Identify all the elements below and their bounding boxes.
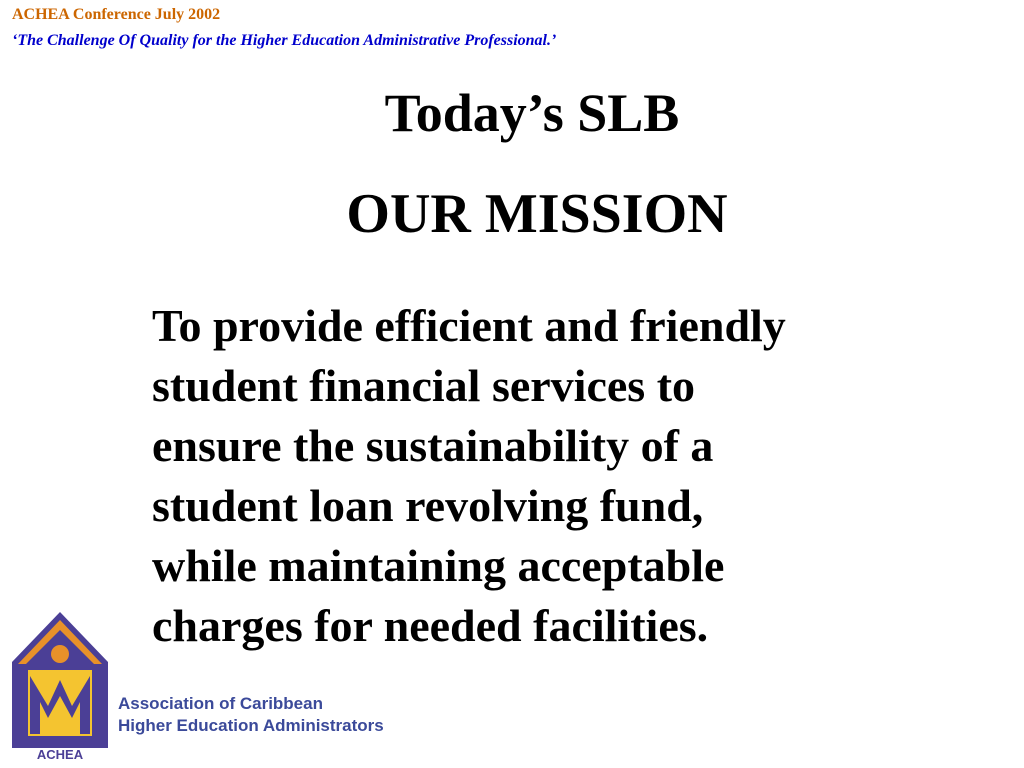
achea-logo <box>8 610 112 762</box>
organization-name <box>118 693 384 737</box>
mission-line: ensure the sustainability of a <box>152 420 714 471</box>
mission-line: while maintaining acceptable <box>152 540 725 591</box>
mission-line: student financial services to <box>152 360 696 411</box>
mission-line: student loan revolving fund, <box>152 480 704 531</box>
mission-statement <box>152 296 1002 656</box>
mission-line: To provide efficient and friendly <box>152 300 786 351</box>
logo-wordmark: ACHEA <box>36 747 84 762</box>
mission-line: charges for needed facilities. <box>152 600 709 651</box>
achea-logo-mark <box>8 610 112 762</box>
slide-subtitle: OUR MISSION <box>346 183 728 245</box>
conference-header: ACHEA Conference July 2002 <box>12 6 221 23</box>
slide-title: Today’s SLB <box>384 83 680 143</box>
conference-theme: ‘The Challenge Of Quality for the Higher Education Administrative Professional.’ <box>12 32 557 49</box>
org-name-line: Association of Caribbean <box>118 694 323 713</box>
org-name-line: Higher Education Administrators <box>118 716 384 735</box>
